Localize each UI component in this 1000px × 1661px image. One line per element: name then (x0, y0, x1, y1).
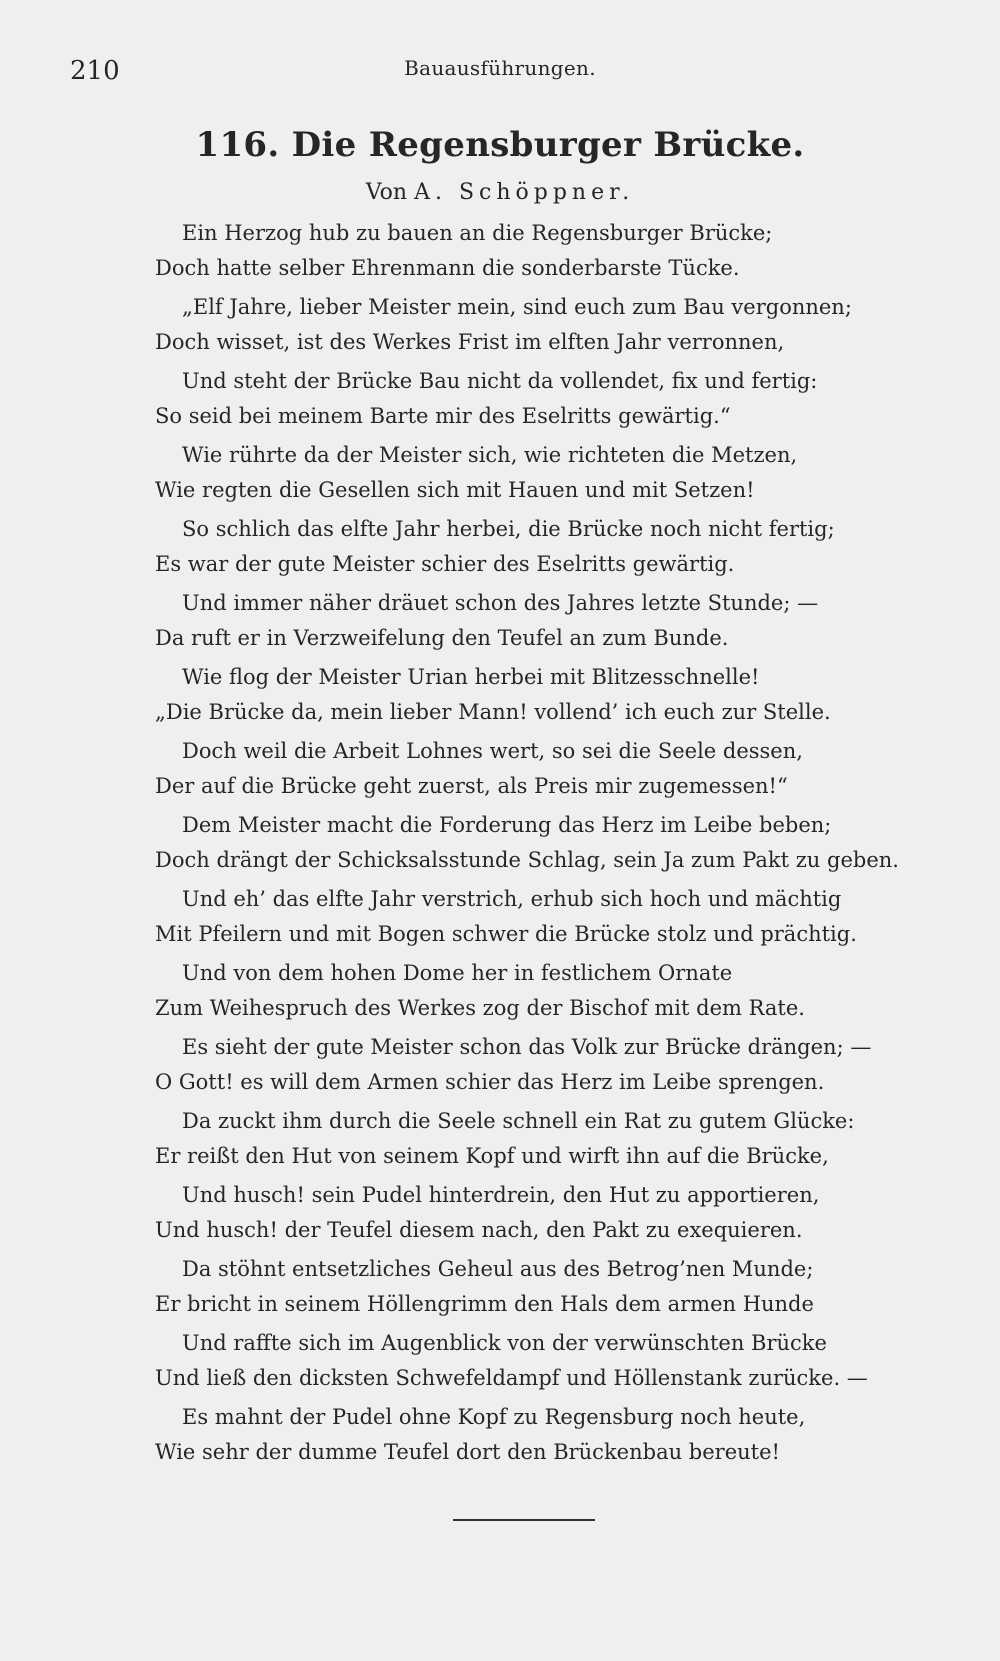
poem-line: Es mahnt der Pudel ohne Kopf zu Regensburg noch heute, (182, 1405, 806, 1429)
poem-line: Und ließ den dicksten Schwefeldampf und Höllenstank zurücke. — (155, 1366, 868, 1390)
stanza (0, 882, 1000, 956)
poem-line: Ein Herzog hub zu bauen an die Regensburger Brücke; (182, 221, 773, 245)
stanza (0, 586, 1000, 660)
poem-line: Und eh’ das elfte Jahr verstrich, erhub sich hoch und mächtig (182, 887, 842, 911)
poem-line: „Elf Jahre, lieber Meister mein, sind euch zum Bau vergonnen; (182, 295, 852, 319)
poem-line: O Gott! es will dem Armen schier das Herz im Leibe sprengen. (155, 1070, 825, 1094)
author-name: A. Schöppner. (414, 180, 635, 205)
poem-line: Da zuckt ihm durch die Seele schnell ein Rat zu gutem Glücke: (182, 1109, 855, 1133)
poem-line: „Die Brücke da, mein lieber Mann! vollend’ ich euch zur Stelle. (155, 700, 831, 724)
poem-line: Doch hatte selber Ehrenmann die sonderbarste Tücke. (155, 256, 740, 280)
stanza (0, 1252, 1000, 1326)
stanza (0, 1400, 1000, 1474)
page-number: 210 (70, 56, 120, 86)
poem-line: Und husch! der Teufel diesem nach, den Pakt zu exequieren. (155, 1218, 803, 1242)
poem-line: Und raffte sich im Augenblick von der verwünschten Brücke (182, 1331, 827, 1355)
stanza (0, 734, 1000, 808)
stanza (0, 512, 1000, 586)
poem-line: Er bricht in seinem Höllengrimm den Hals dem armen Hunde (155, 1292, 814, 1316)
stanza (0, 956, 1000, 1030)
poem-line: Da stöhnt entsetzliches Geheul aus des Betrog’nen Munde; (182, 1257, 814, 1281)
poem-line: Und von dem hohen Dome her in festlichem Ornate (182, 961, 733, 985)
poem-line: Doch drängt der Schicksalsstunde Schlag, sein Ja zum Pakt zu geben. (155, 848, 899, 872)
poem-line: Doch wisset, ist des Werkes Frist im elften Jahr verronnen, (155, 330, 785, 354)
running-head: Bauausführungen. (404, 56, 596, 80)
poem-line: Und immer näher dräuet schon des Jahres letzte Stunde; — (182, 591, 819, 615)
poem-line: Wie flog der Meister Urian herbei mit Blitzesschnelle! (182, 665, 760, 689)
poem-title: 116. Die Regensburger Brücke. (195, 125, 805, 165)
poem-line: Wie rührte da der Meister sich, wie richteten die Metzen, (182, 443, 798, 467)
author-line (0, 178, 1000, 208)
poem-body (0, 216, 1000, 1474)
stanza (0, 290, 1000, 364)
stanza (0, 1326, 1000, 1400)
poem-line: Wie sehr der dumme Teufel dort den Brückenbau bereute! (155, 1440, 780, 1464)
poem-line: Es war der gute Meister schier des Eselritts gewärtig. (155, 552, 735, 576)
stanza (0, 1178, 1000, 1252)
poem-line: Mit Pfeilern und mit Bogen schwer die Brücke stolz und prächtig. (155, 922, 857, 946)
stanza (0, 216, 1000, 290)
stanza (0, 438, 1000, 512)
stanza (0, 1104, 1000, 1178)
stanza (0, 808, 1000, 882)
poem-line: Doch weil die Arbeit Lohnes wert, so sei die Seele dessen, (182, 739, 803, 763)
poem-line: Zum Weihespruch des Werkes zog der Bischof mit dem Rate. (155, 996, 805, 1020)
poem-line: Es sieht der gute Meister schon das Volk zur Brücke drängen; — (182, 1035, 872, 1059)
poem-line: Und steht der Brücke Bau nicht da vollendet, fix und fertig: (182, 369, 818, 393)
poem-line: Da ruft er in Verzweifelung den Teufel an zum Bunde. (155, 626, 729, 650)
stanza (0, 1030, 1000, 1104)
author-prefix: Von (365, 180, 408, 205)
poem-line: Und husch! sein Pudel hinterdrein, den Hut zu apportieren, (182, 1183, 820, 1207)
poem-line: So seid bei meinem Barte mir des Eselritts gewärtig.“ (155, 404, 731, 428)
poem-line: So schlich das elfte Jahr herbei, die Brücke noch nicht fertig; (182, 517, 835, 541)
end-rule-divider (453, 1519, 595, 1521)
stanza (0, 364, 1000, 438)
poem-line: Dem Meister macht die Forderung das Herz im Leibe beben; (182, 813, 832, 837)
poem-line: Wie regten die Gesellen sich mit Hauen und mit Setzen! (155, 478, 755, 502)
stanza (0, 660, 1000, 734)
poem-line: Der auf die Brücke geht zuerst, als Preis mir zugemessen!“ (155, 774, 788, 798)
poem-line: Er reißt den Hut von seinem Kopf und wirft ihn auf die Brücke, (155, 1144, 829, 1168)
